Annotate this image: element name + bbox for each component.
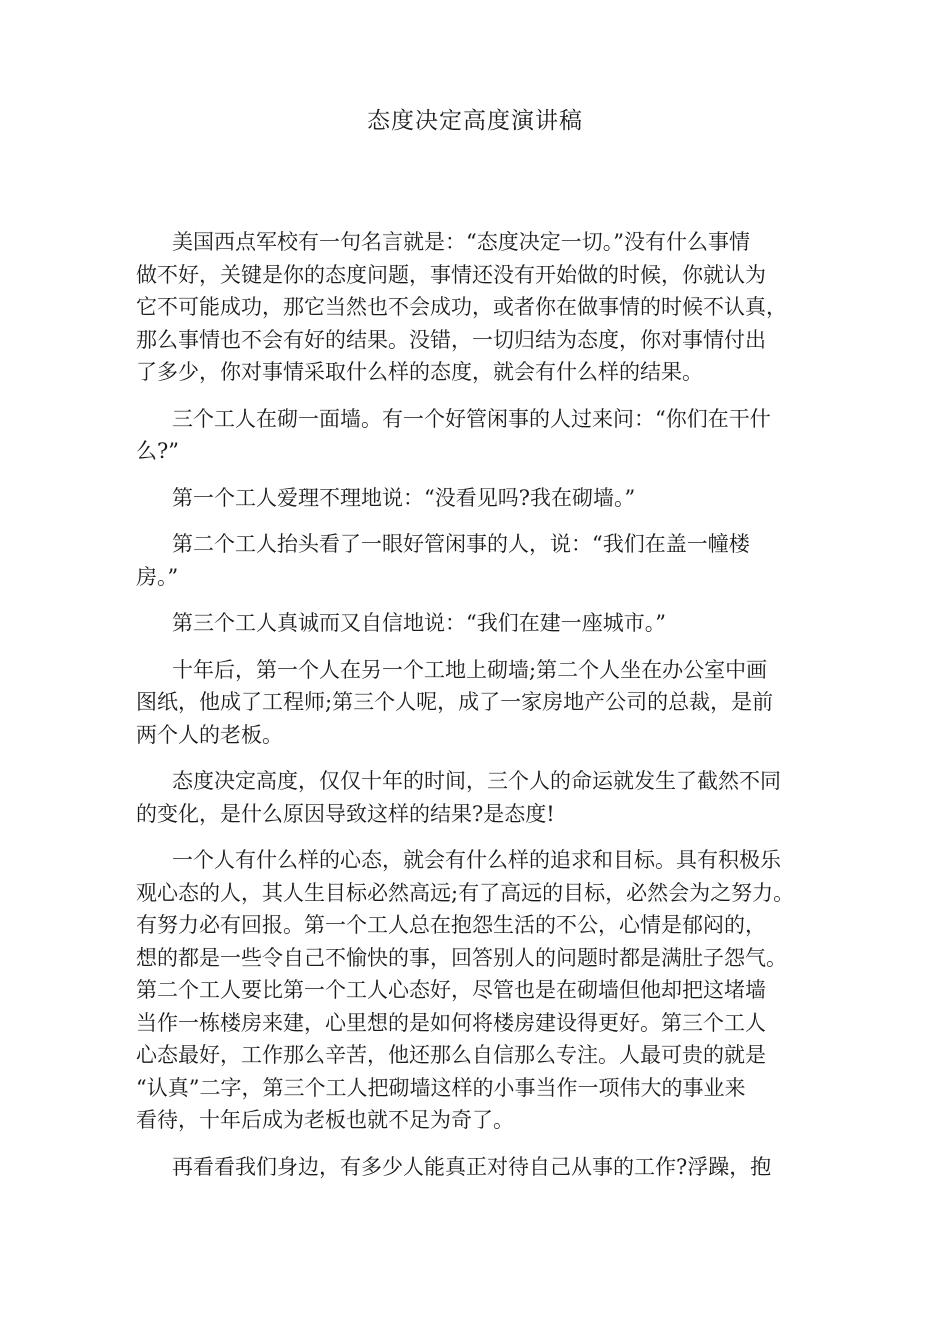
text-line: 房。” — [136, 564, 179, 589]
document-body — [136, 226, 826, 1197]
text-line: 看待，十年后成为老板也就不足为奇了。 — [136, 1108, 514, 1132]
document-title: 态度决定高度演讲稿 — [367, 108, 583, 134]
text-line: 第二个工人抬头看了一眼好管闲事的人，说：“我们在盖一幢楼 — [172, 532, 750, 556]
text-line: 第三个工人真诚而又自信地说：“我们在建一座城市。” — [172, 611, 666, 635]
text-line: 心态最好，工作那么辛苦，他还那么自信那么专注。人最可贵的就是 — [136, 1043, 766, 1067]
text-line: 么?” — [136, 439, 179, 463]
text-line: 第一个工人爱理不理地说：“没看见吗?我在砌墙。” — [172, 485, 636, 510]
paragraph — [136, 765, 826, 830]
text-line: 美国西点军校有一句名言就是：“态度决定一切。”没有什么事情 — [172, 230, 750, 254]
text-line: 再看看我们身边，有多少人能真正对待自己从事的工作?浮躁，抱 — [172, 1154, 772, 1179]
paragraph — [136, 403, 826, 468]
text-line: 有努力必有回报。第一个工人总在抱怨生活的不公，心情是郁闷的， — [136, 913, 766, 937]
text-line: “认真”二字，第三个工人把砌墙这样的小事当作一项伟大的事业来 — [136, 1075, 746, 1100]
text-line: 做不好，关键是你的态度问题，事情还没有开始做的时候，你就认为 — [136, 262, 766, 287]
text-line: 态度决定高度，仅仅十年的时间，三个人的命运就发生了截然不同 — [172, 769, 781, 793]
text-line: 两个人的老板。 — [136, 722, 283, 747]
paragraph — [136, 528, 826, 593]
paragraph — [136, 226, 826, 389]
text-line: 那么事情也不会有好的结果。没错，一切归结为态度，你对事情付出 — [136, 327, 766, 352]
paragraph — [136, 607, 826, 640]
text-line: 第二个工人要比第一个工人心态好，尽管也是在砌墙但他却把这堵墙 — [136, 978, 766, 1002]
text-line: 了多少，你对事情采取什么样的态度，就会有什么样的结果。 — [136, 360, 703, 384]
text-line: 图纸，他成了工程师;第三个人呢，成了一家房地产公司的总裁，是前 — [136, 690, 774, 714]
text-line: 想的都是一些令自己不愉快的事，回答别人的问题时都是满肚子怨气。 — [136, 945, 787, 970]
paragraph — [136, 844, 826, 1137]
text-line: 三个工人在砌一面墙。有一个好管闲事的人过来问：“你们在干什 — [172, 406, 771, 431]
text-line: 观心态的人，其人生目标必然高远;有了高远的目标，必然会为之努力。 — [136, 880, 795, 905]
text-line: 它不可能成功，那它当然也不会成功，或者你在做事情的时候不认真， — [136, 295, 787, 319]
paragraph — [136, 1151, 826, 1184]
text-line: 十年后，第一个人在另一个工地上砌墙;第二个人坐在办公室中画 — [172, 657, 768, 682]
text-line: 当作一栋楼房来建，心里想的是如何将楼房建设得更好。第三个工人 — [136, 1010, 766, 1035]
paragraph — [136, 482, 826, 515]
text-line: 一个人有什么样的心态，就会有什么样的追求和目标。具有积极乐 — [172, 848, 781, 872]
text-line: 的变化，是什么原因导致这样的结果?是态度! — [136, 801, 555, 826]
paragraph — [136, 654, 826, 752]
